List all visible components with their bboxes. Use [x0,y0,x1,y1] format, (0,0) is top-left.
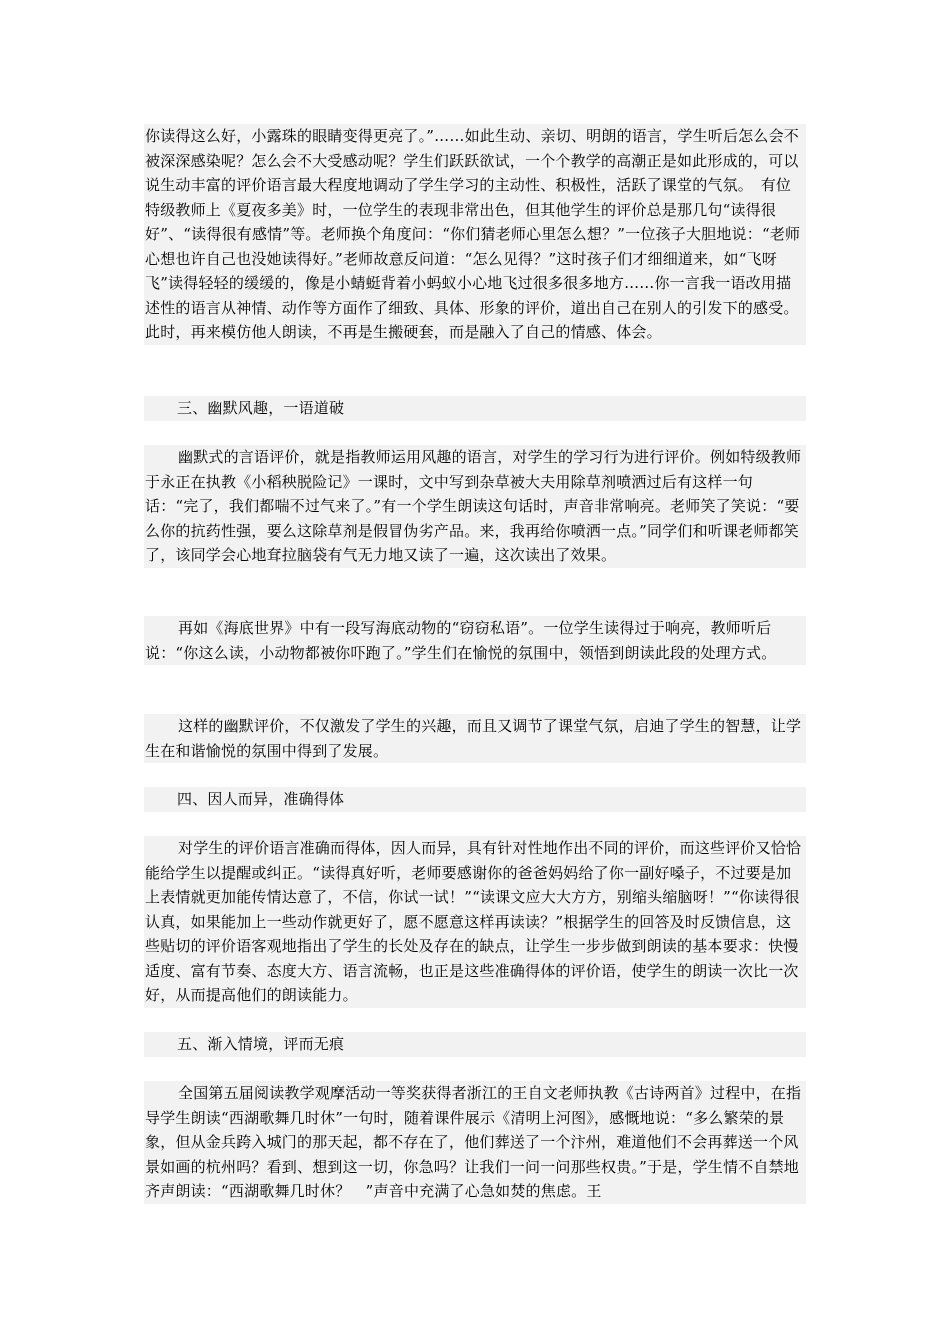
paragraph-evaluation-language: 你读得这么好，小露珠的眼睛变得更亮了。”……如此生动、亲切、明朗的语言，学生听后怎么会不被深深感染呢？怎么会不大受感动呢？学生们跃跃欲试，一个个教学的高潮正是如此形成的，可以说生动丰富的评价语言最大程度地调动了学生学习的主动性、积极性，活跃了课堂的气氛。 有位特级教师上《夏夜多美》时，一位学生的表现非常出色，但其他学生的评价总是那几句“读得很好”、“读得很有感情”等。老师换个角度问：“你们猜老师心里怎么想？”一位孩子大胆地说：“老师心想也许自己也没她读得好。”老师故意反问道：“怎么见得？”这时孩子们才细细道来，如“飞呀飞”读得轻轻的缓缓的，像是小蜻蜓背着小蚂蚁小心地飞过很多很多地方……你一言我一语改用描述性的语言从神情、动作等方面作了细致、具体、形象的评价，道出自己在别人的引发下的感受。此时，再来模仿他人朗读，不再是生搬硬套，而是融入了自己的情感、体会。 [144,124,806,345]
section-heading-five: 五、渐入情境，评而无痕 [144,1032,806,1057]
paragraph-undersea-world: 再如《海底世界》中有一段写海底动物的“窃窃私语”。一位学生读得过于响亮，教师听后说：“你这么读，小动物都被你吓跑了。”学生们在愉悦的氛围中，领悟到朗读此段的处理方式。 [144,616,806,665]
section-heading-four: 四、因人而异，准确得体 [144,787,806,812]
paragraph-humor-summary: 这样的幽默评价，不仅激发了学生的兴趣，而且又调节了课堂气氛，启迪了学生的智慧，让学生在和谐愉悦的氛围中得到了发展。 [144,714,806,763]
section-heading-three: 三、幽默风趣，一语道破 [144,396,806,421]
paragraph-situational-evaluation: 全国第五届阅读教学观摩活动一等奖获得者浙江的王自文老师执教《古诗两首》过程中，在指导学生朗读“西湖歌舞几时休”一句时，随着课件展示《清明上河图》，感慨地说：“多么繁荣的景象，但从金兵跨入城门的那天起，都不存在了，他们葬送了一个汴州，难道他们不会再葬送一个风景如画的杭州吗？看到、想到这一切，你急吗？让我们一问一问那些权贵。”于是，学生情不自禁地齐声朗读：“西湖歌舞几时休？ ”声音中充满了心急如焚的焦虑。王 [144,1081,806,1204]
paragraph-humor-evaluation: 幽默式的言语评价，就是指教师运用风趣的语言，对学生的学习行为进行评价。例如特级教师于永正在执教《小稻秧脱险记》一课时，文中写到杂草被大夫用除草剂喷洒过后有这样一句话：“完了，我们都喘不过气来了。”有一个学生朗读这句话时，声音非常响亮。老师笑了笑说：“要么你的抗药性强，要么这除草剂是假冒伪劣产品。来，我再给你喷洒一点。”同学们和听课老师都笑了，该同学会心地耷拉脑袋有气无力地又读了一遍，这次读出了效果。 [144,445,806,568]
paragraph-accurate-evaluation: 对学生的评价语言准确而得体，因人而异，具有针对性地作出不同的评价，而这些评价又恰恰能给学生以提醒或纠正。“读得真好听，老师要感谢你的爸爸妈妈给了你一副好嗓子，不过要是加上表情就更加能传情达意了，不信，你试一试！”“读课文应大大方方，别缩头缩脑呀！”“你读得很认真，如果能加上一些动作就更好了，愿不愿意这样再读读？”根据学生的回答及时反馈信息，这些贴切的评价语客观地指出了学生的长处及存在的缺点，让学生一步步做到朗读的基本要求：快慢适度、富有节奏、态度大方、语言流畅，也正是这些准确得体的评价语，使学生的朗读一次比一次好，从而提高他们的朗读能力。 [144,836,806,1008]
